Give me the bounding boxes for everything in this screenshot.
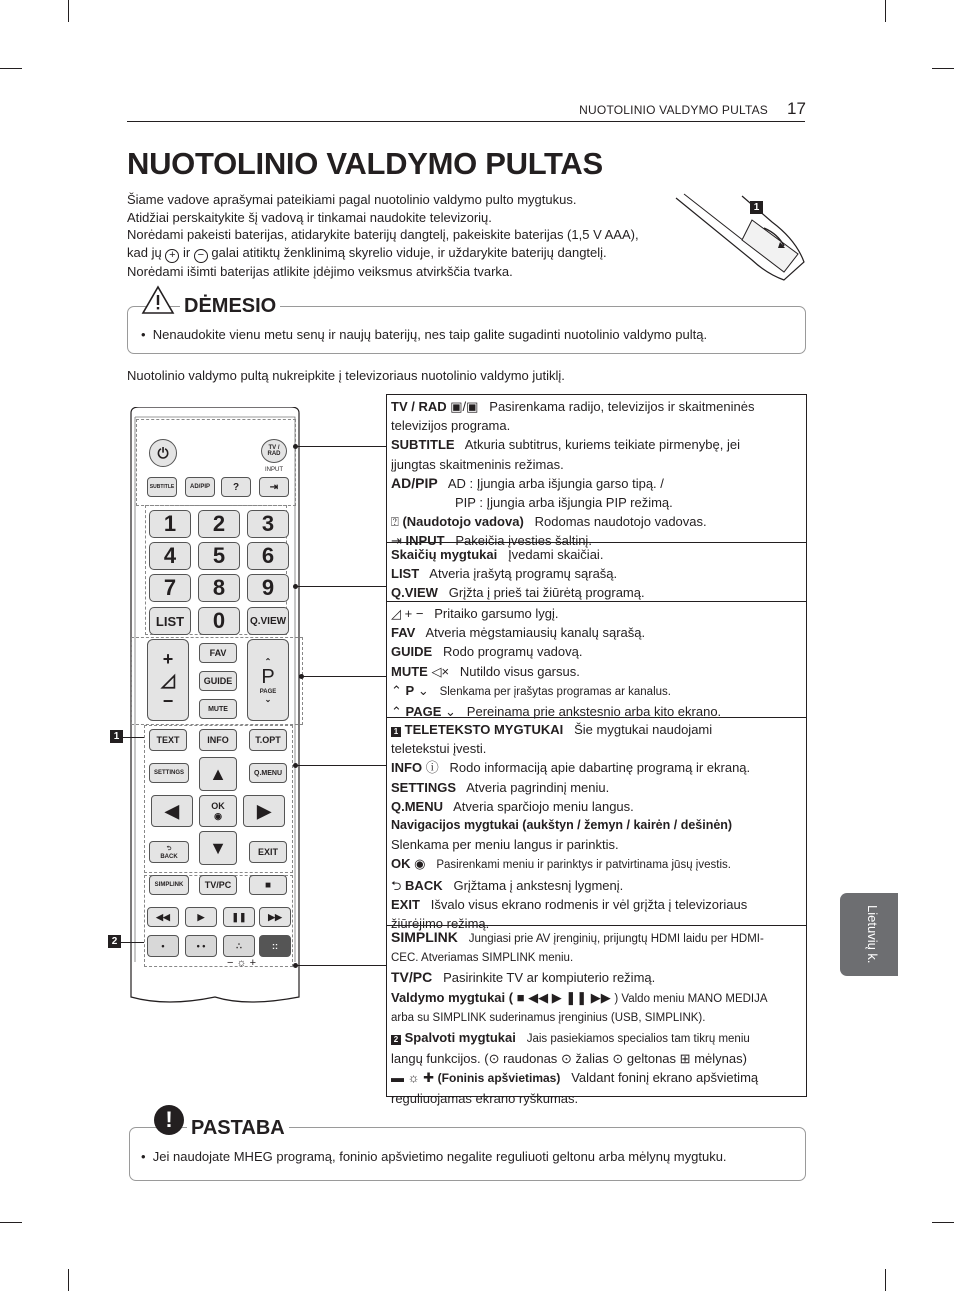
plus-icon: + [165, 249, 179, 263]
q-view-button[interactable]: Q.VIEW [247, 607, 289, 635]
battery-step-marker: 1 [750, 201, 763, 214]
language-tab: Lietuvių k. [840, 893, 898, 976]
ad-pip-button[interactable]: AD/PIP [185, 477, 215, 497]
number-2-button[interactable]: 2 [198, 510, 240, 538]
crop-mark [68, 1269, 69, 1291]
number-7-button[interactable]: 7 [149, 574, 191, 602]
leader-line [296, 965, 386, 966]
play-button[interactable]: ▶ [185, 907, 217, 927]
green-button[interactable]: • • [185, 935, 217, 957]
pause-button[interactable]: ❚❚ [223, 907, 255, 927]
leader-dot [293, 444, 298, 449]
info-button[interactable]: INFO [199, 729, 237, 751]
fav-button[interactable]: FAV [199, 643, 237, 663]
settings-button[interactable]: SETTINGS [149, 763, 189, 783]
tv-pc-button[interactable]: TV/PC [199, 875, 237, 895]
program-page-rocker[interactable]: ⌃ P PAGE ⌄ [247, 639, 289, 721]
simplink-button[interactable]: SIMPLINK [149, 875, 189, 895]
remote-control [127, 407, 303, 1007]
ok-button[interactable]: OK ◉ [199, 795, 237, 827]
subtitle-button[interactable]: SUBTITLE [147, 477, 177, 497]
warning-icon [141, 285, 175, 315]
fast-forward-button[interactable]: ▶▶ [259, 907, 291, 927]
leader-line [121, 942, 144, 943]
leader-dot [293, 584, 298, 589]
crop-mark [885, 1269, 886, 1291]
ok-icon: ◉ [414, 856, 426, 872]
info-icon: ⓘ [425, 760, 439, 776]
volume-rocker[interactable]: + ◿ − [147, 639, 189, 721]
crop-mark [932, 1222, 954, 1223]
backlight-icon: ▬ ☼ ✚ [391, 1070, 435, 1086]
chevron-up-icon: ⌃ [391, 704, 402, 720]
running-header: NUOTOLINIO VALDYMO PULTAS [579, 103, 768, 117]
number-3-button[interactable]: 3 [247, 510, 289, 538]
note-text: • Jei naudojate MHEG programą, foninio apšvietimo negalite reguliuoti geltonu arba mėlynų mygtuku. [141, 1149, 727, 1164]
yellow-dot-icon: ⊙ [612, 1051, 624, 1067]
blue-button[interactable]: :: [259, 935, 291, 957]
aim-instruction: Nuotolinio valdymo pultą nukreipkite į televizoriaus nuotolinio valdymo jutiklį. [127, 368, 565, 383]
intro-line: Norėdami išimti baterijas atlikite įdėjimo veiksmus atvirkščia tvarka. [127, 263, 513, 279]
leader-dot [293, 963, 298, 968]
section-number-buttons: Skaičių mygtukai Įvedami skaičiai. LIST Atveria įrašytą programų sąrašą. Q.VIEW Grįžta į prieš tai žiūrėtą programą. [387, 542, 806, 601]
crop-mark [0, 1222, 22, 1223]
input-button[interactable]: ⇥ [259, 477, 289, 497]
tv-rad-button[interactable]: TV / RAD [261, 439, 287, 463]
note-title: PASTABA [187, 1117, 289, 1140]
list-button[interactable]: LIST [149, 607, 191, 635]
leader-line [123, 737, 144, 738]
t-opt-button[interactable]: T.OPT [249, 729, 287, 751]
teletext-marker: 1 [110, 730, 123, 743]
user-guide-icon: ⍰ [391, 514, 399, 530]
back-button[interactable]: ⮌ BACK [149, 841, 189, 863]
page-number: 17 [787, 99, 806, 118]
minus-icon: − [194, 249, 208, 263]
number-6-button[interactable]: 6 [247, 542, 289, 570]
battery-cover-illustration [672, 190, 810, 286]
backlight-control[interactable]: − ☼ + [227, 957, 257, 969]
mute-icon: ◁× [431, 663, 450, 679]
volume-icon: ◿ + − [391, 606, 424, 621]
leader-line [296, 765, 386, 766]
down-arrow-button[interactable]: ▼ [199, 831, 237, 865]
power-button[interactable]: ⏻ [149, 439, 177, 467]
rewind-button[interactable]: ◀◀ [147, 907, 179, 927]
page-title: NUOTOLINIO VALDYMO PULTAS [127, 146, 603, 181]
exit-button[interactable]: EXIT [249, 841, 287, 863]
section-top-buttons: TV / RAD ▣/▣ Pasirenkama radijo, televizijos ir skaitmeninės televizijos programa. SUBTITLE Atkuria subtitrus, kuriems teikiate pirmenybę, jei įjungtas skaitmeninis režimas. AD/PIP AD : Įjungia arba išjungia garso tipą. / PIP : Įjungia arba išjungia PIP režimą. ⍰ (Naudotojo vadova) Rodomas naudotojo vadovas. ⇥ INPUT Pakeičia įvesties šaltinį. [391, 399, 755, 549]
red-button[interactable]: • [147, 935, 179, 957]
up-arrow-button[interactable]: ▲ [199, 757, 237, 791]
crop-mark [932, 68, 954, 69]
leader-line [296, 446, 386, 447]
intro-line: Norėdami pakeisti baterijas, atidarykite baterijų dangtelį, pakeiskite baterijas (1,5 V AAA), [127, 227, 639, 243]
chevron-down-icon: ⌄ [417, 682, 429, 698]
section-simplink-buttons: SIMPLINK Jungiasi prie AV įrenginių, prijungtų HDMI laidu per HDMI- CEC. Atveriamas SIMPLINK meniu. TV/PC Pasirinkite TV ar kompiuterio režimą. Valdymo mygtukai ( ■ ◀◀ ▶ ❚❚ ▶▶ ) Valdo meniu MANO MEDIJA arba su SIMPLINK suderinamus įrenginius (USB, SIMPLINK). 2 Spalvoti mygtukai Jais pasiekiamos specialios tam tikrų meniu langų funkcijos. (⊙ raudonas ⊙ žalias ⊙ geltonas ⊞ mėlynas) ▬ ☼ ✚ (Foninis apšvietimas) Valdant foninį ekrano apšvietimą reguliuojamas ekrano ryškumas. [387, 925, 806, 1096]
mute-button[interactable]: MUTE [199, 699, 237, 719]
exclamation-icon: ! [154, 1105, 184, 1135]
leader-dot [299, 674, 304, 679]
caution-text: • Nenaudokite vienu metu senų ir naujų baterijų, nes taip galite sugadinti nuotolinio valdymo pultą. [141, 327, 708, 342]
header-rule [127, 121, 805, 122]
chevron-down-icon: ⌄ [445, 704, 456, 720]
caution-title: DĖMESIO [180, 295, 280, 318]
input-icon: ⇥ [391, 533, 402, 549]
number-9-button[interactable]: 9 [247, 574, 289, 602]
input-label: INPUT [265, 467, 283, 473]
text-button[interactable]: TEXT [149, 729, 187, 751]
user-guide-button[interactable]: ? [221, 477, 251, 497]
leader-line [302, 676, 386, 677]
leader-dot [293, 763, 298, 768]
crop-mark [68, 0, 69, 22]
left-arrow-button[interactable]: ◀ [151, 795, 193, 827]
playback-icons: ■ ◀◀ ▶ ❚❚ ▶▶ [513, 989, 615, 1005]
stop-button[interactable]: ■ [249, 875, 287, 895]
crop-mark [0, 68, 22, 69]
red-dot-icon: ⊙ [488, 1051, 500, 1067]
leader-line [296, 586, 386, 587]
number-5-button[interactable]: 5 [198, 542, 240, 570]
number-1-button[interactable]: 1 [149, 510, 191, 538]
blue-dot-icon: ⊞ [679, 1051, 691, 1067]
intro-line: Atidžiai perskaitykite šį vadovą ir tinkamai naudokite televizorių. [127, 209, 492, 225]
color-buttons-marker: 2 [108, 935, 121, 948]
crop-mark [885, 0, 886, 22]
intro-line: Šiame vadove aprašymai pateikiami pagal nuotolinio valdymo pulto mygtukus. [127, 192, 577, 207]
intro-paragraph [127, 191, 667, 280]
right-arrow-button[interactable]: ▶ [243, 795, 285, 827]
section-teletext-buttons: 1 TELETEKSTO MYGTUKAI Šie mygtukai naudojami teletekstui įvesti. INFO ⓘ Rodo informaciją apie dabartinę programą ir ekraną. SETTINGS Atveria pagrindinį meniu. Q.MENU Atveria sparčiojo meniu langus. Navigacijos mygtukai (aukštyn / žemyn / kairėn / dešinėn) Slenkama per meniu langus ir parinktis. OK ◉ Pasirenkami meniu ir parinktys ir patvirtinama jūsų įvestis. ⮌ BACK Grįžtama į ankstesnį lygmenį. EXIT Išvalo visus ekrano rodmenis ir vėl grįžta į televizoriaus žiūrėjimo režimą. [387, 717, 806, 925]
tv-rad-icon: ▣/▣ [450, 399, 479, 414]
q-menu-button[interactable]: Q.MENU [249, 763, 287, 783]
chevron-up-icon: ⌃ [391, 682, 402, 698]
intro-line: kad jų + ir − galai atitiktų ženklinimą skyrelio viduje, ir uždarykite baterijų dangtelį. [127, 244, 607, 261]
number-4-button[interactable]: 4 [149, 542, 191, 570]
number-8-button[interactable]: 8 [198, 574, 240, 602]
number-0-button[interactable]: 0 [198, 607, 240, 635]
yellow-button[interactable]: ∴ [223, 935, 255, 957]
back-icon: ⮌ [391, 877, 402, 893]
button-description-table [386, 394, 807, 1106]
guide-button[interactable]: GUIDE [199, 671, 237, 691]
green-dot-icon: ⊙ [560, 1051, 572, 1067]
section-volume-buttons: ◿ + − Pritaiko garsumo lygį. FAV Atveria mėgstamiausių kanalų sąrašą. GUIDE Rodo programų vadovą. MUTE ◁× Nutildo visus garsus. ⌃ P ⌄ Slenkama per įrašytas programas ar kanalus. ⌃ PAGE ⌄ Pereinama prie ankstesnio arba kito ekrano. [387, 601, 806, 717]
